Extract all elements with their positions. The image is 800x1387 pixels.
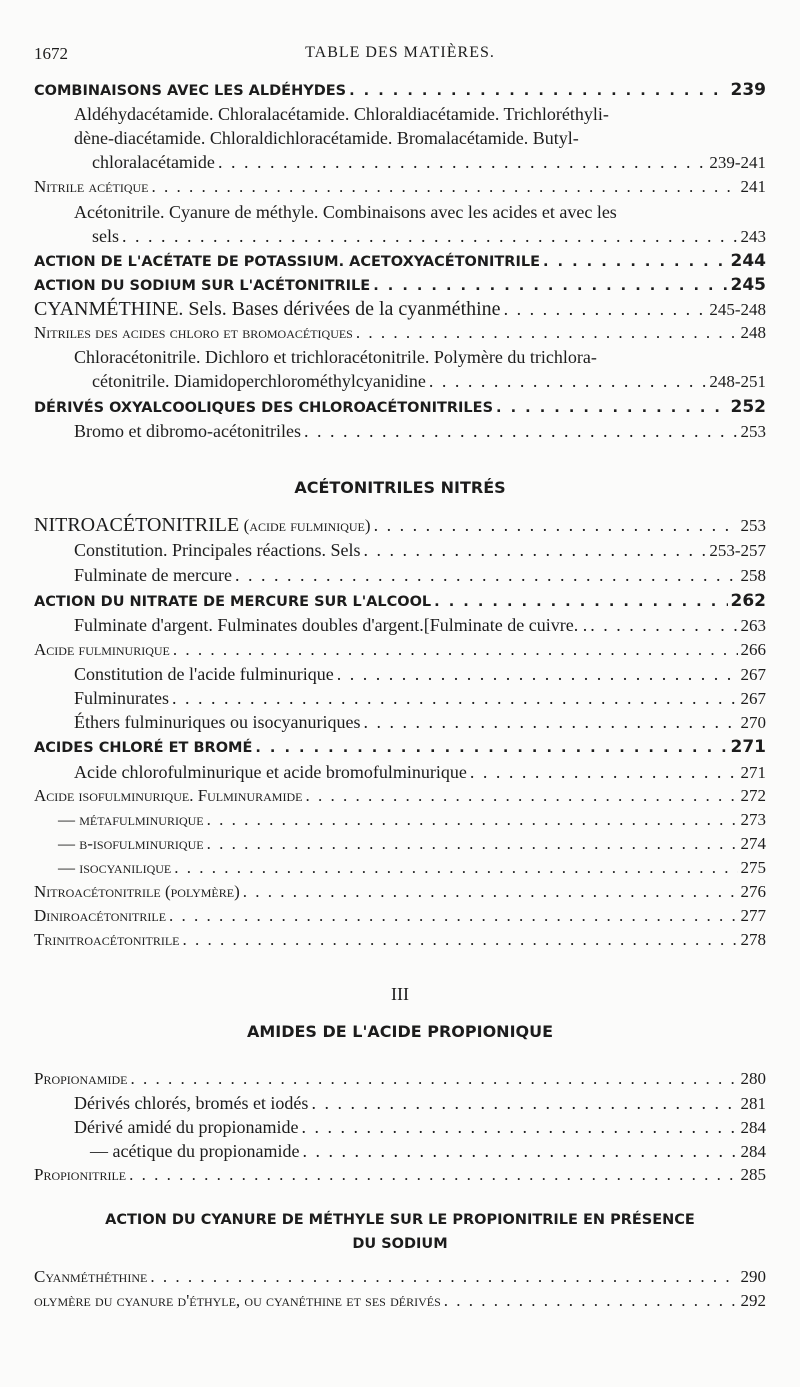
part-numeral: III xyxy=(391,984,409,1004)
toc-entry: Nitriles des acides chloro et bromoacétiques . . . 248 xyxy=(34,323,766,343)
toc-line: Aldéhydacétamide. Chloralacétamide. Chloraldiacétamide. Trichloréthyli- xyxy=(74,104,609,124)
toc-entry: ACTION DU SODIUM SUR L'ACÉTONITRILE . . . 245 xyxy=(34,275,766,295)
toc-entry: ACTION DU NITRATE DE MERCURE SUR L'ALCOOL . . . 262 xyxy=(34,591,766,611)
toc-entry: — isocyanilique . . . 275 xyxy=(58,858,766,878)
toc-entry: olymère du cyanure d'éthyle, ou cyanéthine et ses dérivés . . . 292 xyxy=(34,1291,766,1311)
toc-entry: Fulminurates . . . 267 xyxy=(74,688,766,709)
toc-entry: — métafulminurique . . . 273 xyxy=(58,810,766,830)
toc-entry: Nitrile acétique . . . 241 xyxy=(34,177,766,197)
toc-entry: Fulminate d'argent. Fulminates doubles d'argent.[Fulminate de cuivre. . . . . 263 xyxy=(74,615,766,636)
toc-entry: DÉRIVÉS OXYALCOOLIQUES DES CHLOROACÉTONITRILES . . . 252 xyxy=(34,397,766,417)
toc-entry: Propionamide . . . 280 xyxy=(34,1069,766,1089)
section-heading: AMIDES DE L'ACIDE PROPIONIQUE xyxy=(246,1022,554,1041)
toc-entry: Acide chlorofulminurique et acide bromofulminurique . . . 271 xyxy=(74,762,766,783)
toc-entry: sels . . . 243 xyxy=(92,226,766,247)
toc-entry: Acide isofulminurique. Fulminuramide . . . 272 xyxy=(34,786,766,806)
toc-entry: Fulminate de mercure . . . 258 xyxy=(74,565,766,586)
page-number: 1672 xyxy=(34,44,68,63)
toc-entry: Dérivés chlorés, bromés et iodés . . . 281 xyxy=(74,1093,766,1114)
toc-entry: Constitution de l'acide fulminurique . . . 267 xyxy=(74,664,766,685)
section-heading: ACTION DU CYANURE DE MÉTHYLE SUR LE PROPIONITRILE EN PRÉSENCE xyxy=(105,1212,695,1228)
toc-entry: Diniroacétonitrile . . . 277 xyxy=(34,906,766,926)
toc-line: dène-diacétamide. Chloraldichloracétamide. Bromalacétamide. Butyl- xyxy=(74,128,579,148)
running-title: TABLE DES MATIÈRES. xyxy=(305,44,495,61)
toc-entry: Acide fulminurique . . . 266 xyxy=(34,640,766,660)
toc-entry: ACIDES CHLORÉ ET BROMÉ . . . 271 xyxy=(34,737,766,757)
toc-entry: cétonitrile. Diamidoperchlorométhylcyanidine . . . 248-251 xyxy=(92,371,766,392)
toc-entry: Bromo et dibromo-acétonitriles . . . 253 xyxy=(74,421,766,442)
toc-entry: Nitroacétonitrile (polymère) . . . 276 xyxy=(34,882,766,902)
toc-entry: Dérivé amidé du propionamide . . . 284 xyxy=(74,1117,766,1138)
toc-entry: — β-isofulminurique . . . 274 xyxy=(58,834,766,854)
toc-line: Chloracétonitrile. Dichloro et trichloracétonitrile. Polymère du trichlora- xyxy=(74,347,597,367)
toc-entry: — acétique du propionamide . . . 284 xyxy=(90,1141,766,1162)
toc-entry: Constitution. Principales réactions. Sels . . . 253-257 xyxy=(74,540,766,561)
toc-entry: chloralacétamide . . . 239-241 xyxy=(92,152,766,173)
toc-entry: ACTION DE L'ACÉTATE DE POTASSIUM. ACETOXYACÉTONITRILE . . . 244 xyxy=(34,251,766,271)
section-heading: DU SODIUM xyxy=(352,1236,448,1252)
page-header xyxy=(34,44,766,68)
toc-entry: Propionitrile . . . 285 xyxy=(34,1165,766,1185)
toc-entry: NITROACÉTONITRILE (acide fulminique) . . . 253 xyxy=(34,514,766,537)
toc-entry: CYANMÉTHINE. Sels. Bases dérivées de la cyanméthine . . . 245-248 xyxy=(34,298,766,321)
toc-entry: Trinitroacétonitrile . . . 278 xyxy=(34,930,766,950)
toc-entry: Éthers fulminuriques ou isocyanuriques . . . 270 xyxy=(74,712,766,733)
toc-entry: Cyanméthéthine . . . 290 xyxy=(34,1267,766,1287)
section-heading: ACÉTONITRILES NITRÉS xyxy=(294,478,506,497)
toc-line: Acétonitrile. Cyanure de méthyle. Combinaisons avec les acides et avec les xyxy=(74,202,617,222)
toc-entry: COMBINAISONS AVEC LES ALDÉHYDES . . . 239 xyxy=(34,80,766,100)
